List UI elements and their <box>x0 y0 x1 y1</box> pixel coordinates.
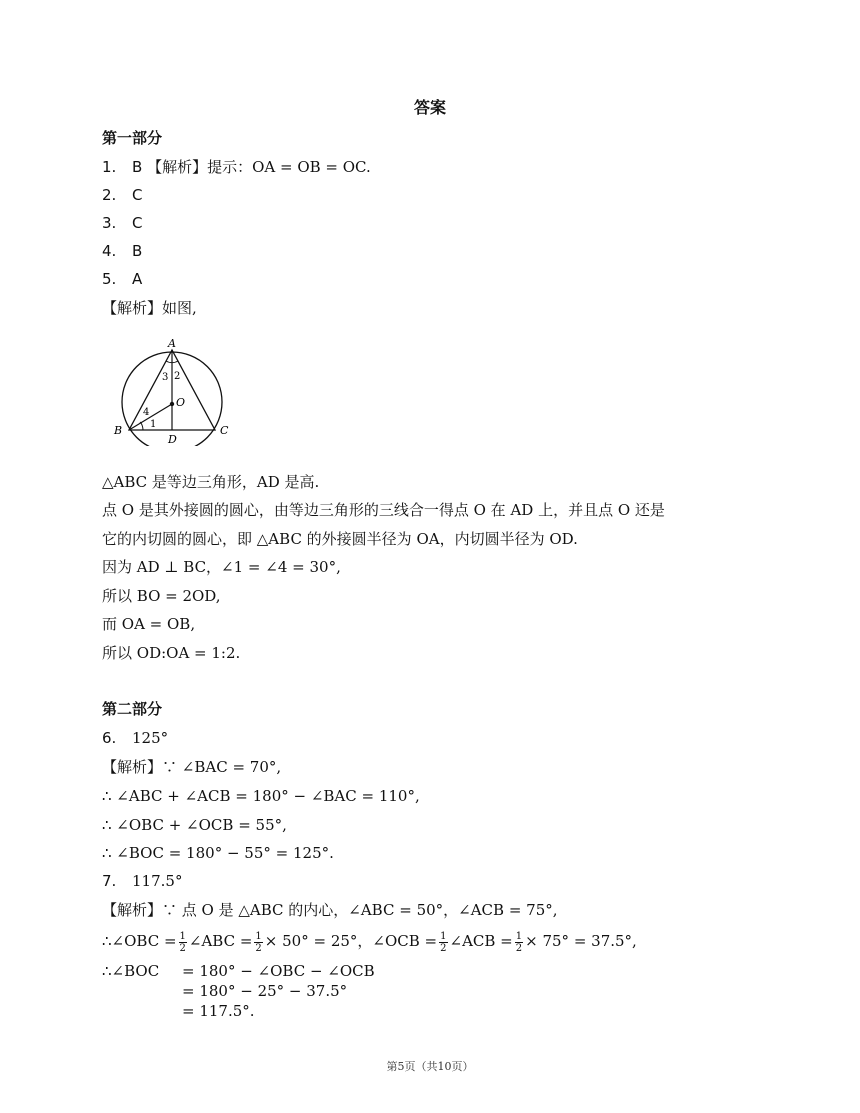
label-a: A <box>168 337 176 350</box>
q3-line <box>102 213 142 233</box>
angle-arc-1 <box>141 423 143 430</box>
frac2-num: 1 <box>255 930 262 942</box>
frac3-num: 1 <box>440 930 447 942</box>
q7-l2-part4: ∠ACB = <box>449 932 513 950</box>
label-d: D <box>168 433 177 446</box>
q7-explain-line-1: 【解析】∵ 点 O 是 △ABC 的内心，∠ABC = 50°，∠ACB = 75°, <box>102 901 558 919</box>
q7-line <box>102 871 182 891</box>
q7-l2-part2: ∠ABC = <box>188 932 253 950</box>
q5-explain-line-5: 所以 BO = 2OD, <box>102 587 221 605</box>
q6-num: 6. <box>102 729 117 747</box>
q7-explain-line-2 <box>102 928 637 954</box>
q5-explain-line-3: 它的内切圆的圆心，即 △ABC 的外接圆半径为 OA，内切圆半径为 OD. <box>102 530 578 548</box>
q2-num: 2. <box>102 186 117 204</box>
fraction-half-4 <box>515 931 523 954</box>
q5-explain-line-2: 点 O 是其外接圆的圆心，由等边三角形的三线合一得点 O 在 AD 上，并且点 O 还是 <box>102 501 665 519</box>
q7-l2-part1: ∴∠OBC = <box>102 932 177 950</box>
label-b: B <box>114 424 123 437</box>
q4-num: 4. <box>102 242 117 260</box>
q7-l3-lhs: ∴∠BOC <box>102 962 160 980</box>
point-o <box>170 402 174 406</box>
part2-heading: 第二部分 <box>102 700 163 718</box>
q6-answer: 125° <box>132 729 169 747</box>
frac4-num: 1 <box>515 930 523 942</box>
frac3-den: 2 <box>440 942 447 954</box>
q1-num: 1. <box>102 158 117 176</box>
q6-explain-line-3: ∴ ∠OBC + ∠OCB = 55°, <box>102 816 287 834</box>
frac1-num: 1 <box>179 930 186 942</box>
q2-answer: C <box>132 186 143 204</box>
q5-explain-line-1: △ABC 是等边三角形，AD 是高. <box>102 473 320 491</box>
q7-l3-rhs: = 180° − ∠OBC − ∠OCB <box>182 962 375 980</box>
page-title: 答案 <box>413 98 446 117</box>
label-angle-1: 1 <box>150 419 157 430</box>
q5-explain-line-6: 而 OA = OB, <box>102 615 196 633</box>
label-angle-3: 3 <box>162 372 169 383</box>
q6-explain-line-1: 【解析】∵ ∠BAC = 70°, <box>102 758 282 776</box>
q7-num: 7. <box>102 872 117 890</box>
q7-explain-line-4: = 180° − 25° − 37.5° <box>182 982 348 1000</box>
q1-explain: 【解析】提示：OA = OB = OC. <box>147 158 371 176</box>
q5-line <box>102 269 142 289</box>
q4-answer: B <box>132 242 143 260</box>
label-c: C <box>220 424 229 437</box>
q7-explain-line-5: = 117.5°. <box>182 1002 255 1020</box>
triangle-circle-figure <box>110 334 240 446</box>
label-angle-4: 4 <box>143 407 150 418</box>
q5-intro: 【解析】如图, <box>102 299 197 317</box>
frac1-den: 2 <box>179 942 186 954</box>
label-o: O <box>176 396 186 409</box>
q5-answer: A <box>132 270 143 288</box>
frac2-den: 2 <box>255 942 262 954</box>
q7-explain-line-3 <box>102 961 375 981</box>
q5-explain-line-4: 因为 AD ⊥ BC，∠1 = ∠4 = 30°, <box>102 558 341 576</box>
q3-num: 3. <box>102 214 117 232</box>
q5-explain-line-7: 所以 OD:OA = 1:2. <box>102 644 241 662</box>
q2-line <box>102 185 142 205</box>
fraction-half-3 <box>439 931 447 954</box>
q7-l2-part3: × 50° = 25°，∠OCB = <box>264 932 438 950</box>
frac4-den: 2 <box>515 942 523 954</box>
q3-answer: C <box>132 214 143 232</box>
fraction-half-2 <box>254 931 262 954</box>
q7-l2-part5: × 75° = 37.5°, <box>525 932 637 950</box>
q7-answer: 117.5° <box>132 872 183 890</box>
q6-explain-line-2: ∴ ∠ABC + ∠ACB = 180° − ∠BAC = 110°, <box>102 787 420 805</box>
page-footer: 第5页（共10页） <box>386 1060 474 1073</box>
label-angle-2: 2 <box>174 371 181 382</box>
q1-line <box>102 157 371 177</box>
fraction-half-1 <box>179 931 187 954</box>
q5-num: 5. <box>102 270 117 288</box>
q1-answer: B <box>132 158 143 176</box>
q6-explain-line-4: ∴ ∠BOC = 180° − 55° = 125°. <box>102 844 334 862</box>
part1-heading: 第一部分 <box>102 129 163 147</box>
q6-line <box>102 728 168 748</box>
q4-line <box>102 241 142 261</box>
